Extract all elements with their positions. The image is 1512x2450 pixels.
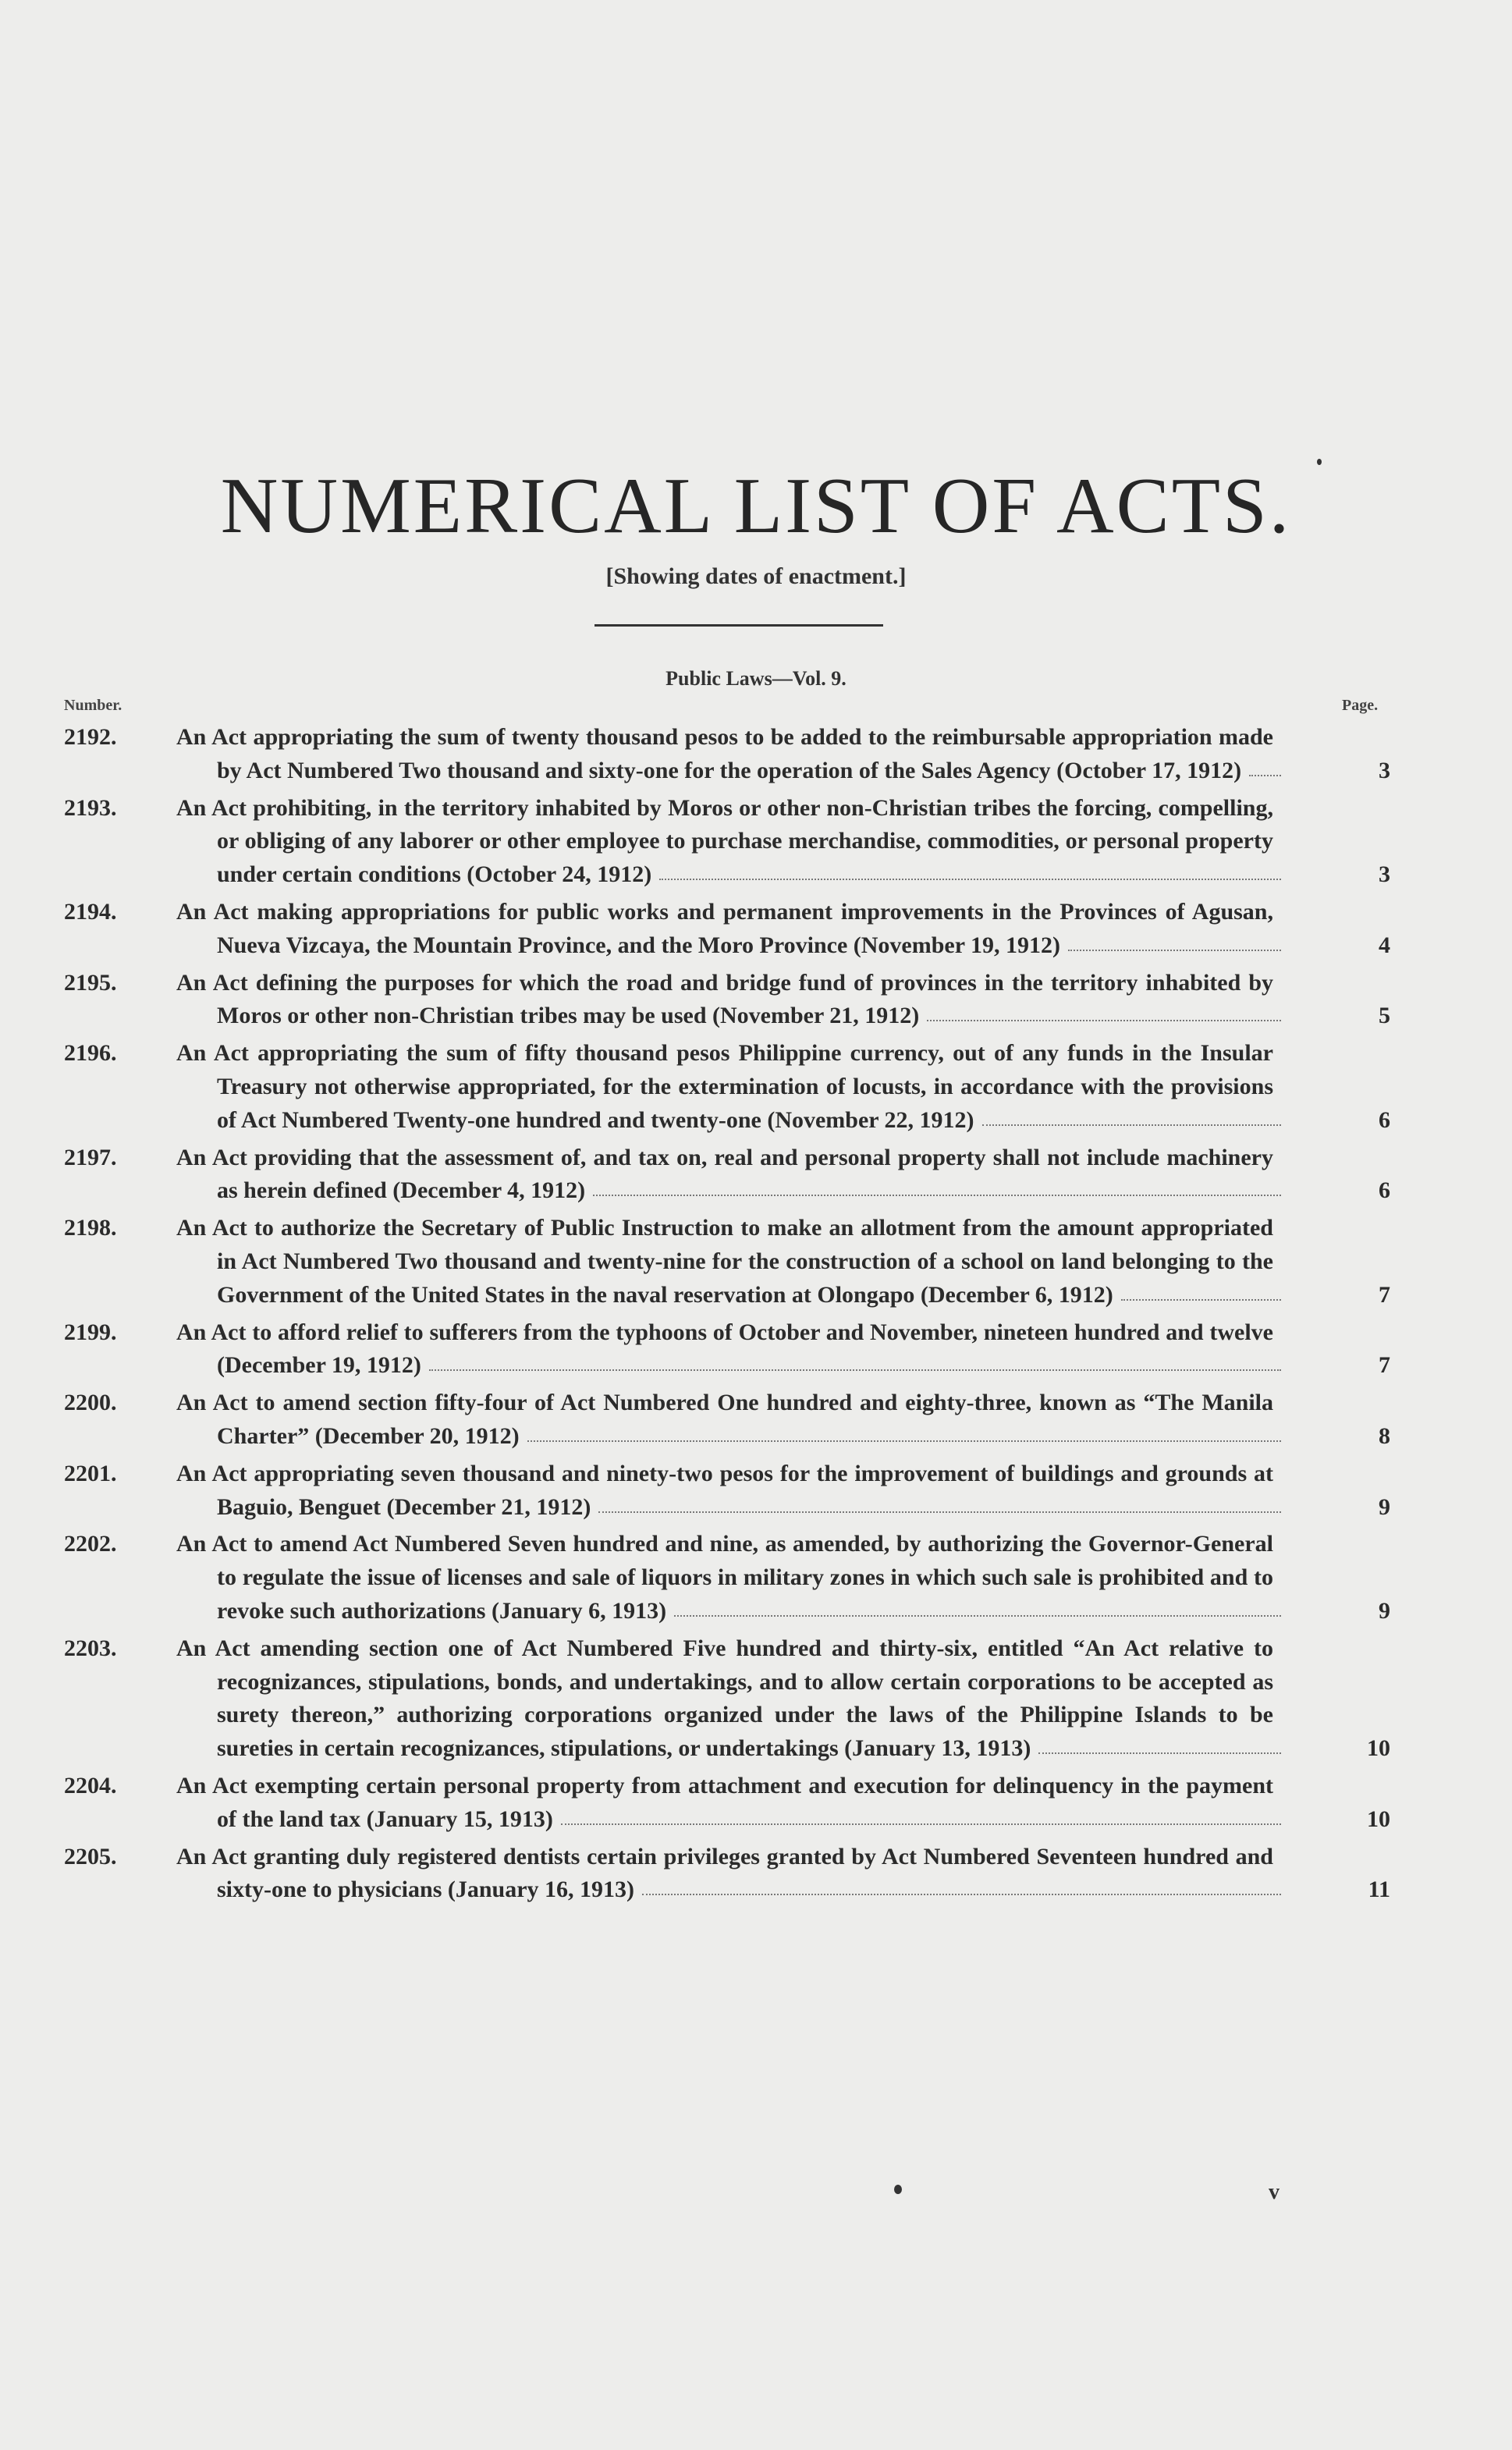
act-number: 2202. — [64, 1531, 117, 1557]
dot-leader — [642, 1894, 1281, 1895]
act-number: 2196. — [64, 1040, 117, 1067]
act-page-number: 6 — [1379, 1177, 1390, 1204]
list-item — [64, 1037, 1390, 1137]
act-page-number: 10 — [1367, 1806, 1390, 1832]
list-item — [64, 1387, 1390, 1454]
act-description: An Act providing that the assessment of, and tax on, real and personal property shall not include machinery as herein defined (December 4, 1912) — [176, 1144, 1273, 1204]
list-item — [64, 1212, 1390, 1312]
list-item — [64, 1528, 1390, 1628]
act-number: 2198. — [64, 1215, 117, 1241]
page-folio: v — [1269, 2180, 1280, 2204]
list-item — [64, 1770, 1390, 1837]
column-header-page: Page. — [1342, 697, 1379, 714]
act-description: An Act appropriating seven thousand and ninety-two pesos for the improvement of buildings and grounds at Baguio, Benguet (December 21, 1912) — [176, 1460, 1273, 1520]
list-item — [64, 1316, 1390, 1383]
act-number: 2195. — [64, 969, 117, 996]
column-header-number: Number. — [64, 697, 122, 714]
act-description: An Act appropriating the sum of fifty thousand pesos Philippine currency, out of any funds in the Insular Treasury not otherwise appropriated, for the extermination of locusts, in accordance with the provisions of Act Numbered Twenty-one hundred and twenty-one (November 22, 1912) — [176, 1040, 1273, 1133]
act-page-number: 3 — [1379, 757, 1390, 783]
dot-leader — [429, 1369, 1281, 1371]
dot-leader — [598, 1511, 1281, 1513]
act-number: 2205. — [64, 1843, 117, 1869]
print-speck — [894, 2185, 902, 2194]
list-item — [64, 1841, 1390, 1908]
page-title: NUMERICAL LIST OF ACTS. — [220, 462, 1292, 550]
volume-heading: Public Laws—Vol. 9. — [665, 667, 847, 690]
list-item — [64, 1142, 1390, 1209]
subtitle: [Showing dates of enactment.] — [605, 563, 907, 589]
act-number: 2204. — [64, 1772, 117, 1798]
act-description: An Act amending section one of Act Numbered Five hundred and thirty-six, entitled “An Act relative to recognizances, stipulations, bonds, and undertakings, and to allow certain corporations to be accepted as surety thereon,” authorizing corporations organized under the laws of the Philippine Islands to be sureties in certain recognizances, stipulations, or undertakings (January 13, 1913) — [176, 1635, 1273, 1762]
list-item — [64, 896, 1390, 963]
dot-leader — [1249, 775, 1281, 776]
dot-leader — [527, 1440, 1281, 1442]
act-number: 2199. — [64, 1319, 117, 1345]
act-number: 2200. — [64, 1390, 117, 1416]
dot-leader — [1121, 1299, 1281, 1301]
act-description: An Act appropriating the sum of twenty thousand pesos to be added to the reimbursable appropriation made by Act Numbered Two thousand and sixty-one for the operation of the Sales Agency (October 17, 1912) — [176, 724, 1273, 783]
list-item — [64, 1458, 1390, 1525]
list-item — [64, 1632, 1390, 1766]
act-page-number: 5 — [1379, 1003, 1390, 1029]
act-number: 2197. — [64, 1144, 117, 1170]
act-description: An Act to authorize the Secretary of Public Instruction to make an allotment from the amount appropriated in Act Numbered Two thousand and twenty-nine for the construction of a school on land belonging to the Government of the United States in the naval reservation at Olongapo (December 6, 1912) — [176, 1215, 1273, 1308]
dot-leader — [659, 879, 1281, 880]
dot-leader — [593, 1195, 1281, 1196]
act-page-number: 3 — [1379, 861, 1390, 888]
act-description: An Act making appropriations for public works and permanent improvements in the Provinces of Agusan, Nueva Vizcaya, the Mountain Province, and the Moro Province (November 19, 1912) — [176, 898, 1273, 958]
list-item — [64, 721, 1390, 788]
print-speck — [1317, 459, 1322, 465]
act-description: An Act granting duly registered dentists certain privileges granted by Act Numbered Seventeen hundred and sixty-one to physicians (January 16, 1913) — [176, 1843, 1273, 1903]
act-description: An Act defining the purposes for which the road and bridge fund of provinces in the territory inhabited by Moros or other non-Christian tribes may be used (November 21, 1912) — [176, 969, 1273, 1029]
list-item — [64, 792, 1390, 892]
dot-leader — [674, 1615, 1281, 1617]
act-description: An Act to amend section fifty-four of Act Numbered One hundred and eighty-three, known as “The Manila Charter” (December 20, 1912) — [176, 1390, 1273, 1449]
dot-leader — [1068, 950, 1281, 951]
act-page-number: 7 — [1379, 1281, 1390, 1308]
dot-leader — [1038, 1752, 1281, 1754]
act-number: 2193. — [64, 794, 117, 821]
act-page-number: 4 — [1379, 932, 1390, 958]
title-rule — [595, 624, 883, 627]
act-description: An Act to afford relief to sufferers from the typhoons of October and November, nineteen hundred and twelve (December 19, 1912) — [176, 1319, 1273, 1379]
list-item — [64, 967, 1390, 1034]
act-number: 2203. — [64, 1635, 117, 1661]
act-page-number: 6 — [1379, 1106, 1390, 1133]
act-page-number: 7 — [1379, 1352, 1390, 1379]
act-description: An Act to amend Act Numbered Seven hundred and nine, as amended, by authorizing the Governor-General to regulate the issue of licenses and sale of liquors in military zones in which such sale is prohibited and to revoke such authorizations (January 6, 1913) — [176, 1531, 1273, 1624]
act-description: An Act exempting certain personal property from attachment and execution for delinquency in the payment of the land tax (January 15, 1913) — [176, 1772, 1273, 1832]
dot-leader — [982, 1124, 1281, 1126]
act-page-number: 11 — [1368, 1877, 1390, 1903]
acts-list — [64, 721, 1390, 1911]
act-number: 2201. — [64, 1460, 117, 1486]
act-page-number: 8 — [1379, 1422, 1390, 1449]
act-description: An Act prohibiting, in the territory inhabited by Moros or other non-Christian tribes the forcing, compelling, or obliging of any laborer or other employee to purchase merchandise, commodities, or personal property under certain conditions (October 24, 1912) — [176, 794, 1273, 888]
act-number: 2192. — [64, 724, 117, 750]
act-page-number: 9 — [1379, 1597, 1390, 1624]
dot-leader — [561, 1823, 1281, 1825]
act-page-number: 10 — [1367, 1735, 1390, 1762]
act-page-number: 9 — [1379, 1493, 1390, 1520]
dot-leader — [927, 1020, 1281, 1021]
act-number: 2194. — [64, 898, 117, 925]
